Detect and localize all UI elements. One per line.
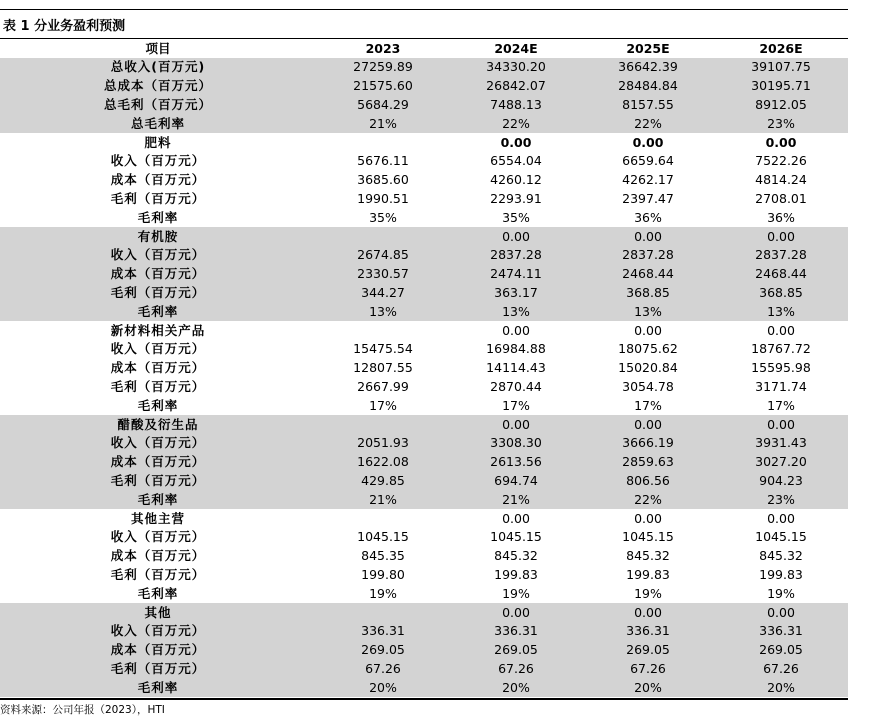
cell-value: 15595.98 [751,360,811,376]
cell-value: 199.80 [361,566,405,582]
table-row [0,472,848,491]
cell-value: 0.00 [502,510,530,526]
cell-value: 0.00 [767,510,795,526]
table-row [0,171,848,190]
row-label: 其他 [0,603,316,622]
source-note: 资料来源：公司年报（2023），HTI [0,704,165,716]
row-label: 成本（百万元） [0,641,316,660]
table-row [0,265,848,284]
cell-value: 1045.15 [490,529,542,545]
cell-value: 7522.26 [755,153,807,169]
forecast-table [0,39,848,697]
cell-value: 3171.74 [755,378,807,394]
row-label: 总收入(百万元) [0,58,316,77]
cell-value: 0.00 [450,603,582,622]
cell-value: 2330.57 [316,265,450,284]
row-label: 收入（百万元） [0,246,316,265]
table-row [0,396,848,415]
cell-value: 36% [634,209,662,225]
table-row [0,566,848,585]
cell-value: 0.00 [765,134,797,150]
table-row [0,190,848,209]
cell-value: 199.83 [494,566,538,582]
header-2025e: 2025E [626,40,670,56]
table-row [0,490,848,509]
cell-value: 19% [767,585,795,601]
cell-value: 67.26 [316,660,450,679]
cell-value: 2613.56 [450,453,582,472]
cell-value: 0.00 [714,603,848,622]
cell-value: 368.85 [582,284,714,303]
cell-value: 2051.93 [316,434,450,453]
cell-value: 199.83 [759,566,803,582]
cell-value: 21% [316,490,450,509]
table-row [0,77,848,96]
table-row [0,378,848,397]
row-label: 毛利（百万元） [0,660,316,679]
row-label: 毛利率 [137,209,179,225]
table-row [0,622,848,641]
cell-value: 0.00 [450,415,582,434]
cell-value: 23% [714,114,848,133]
cell-value: 26842.07 [450,77,582,96]
row-label: 收入（百万元） [110,529,206,545]
cell-value: 22% [582,114,714,133]
row-label: 成本（百万元） [0,453,316,472]
cell-value: 1045.15 [622,529,674,545]
cell-value: 694.74 [450,472,582,491]
cell-value: 3308.30 [450,434,582,453]
header-item: 项目 [145,40,171,56]
cell-value: 199.83 [626,566,670,582]
top-rule [0,9,848,10]
cell-value [316,227,450,246]
cell-value: 2293.91 [490,190,542,206]
cell-value: 0.00 [582,415,714,434]
row-label: 其他主营 [130,510,185,526]
row-label: 毛利（百万元） [110,190,206,206]
cell-value: 0.00 [632,134,664,150]
cell-value: 336.31 [316,622,450,641]
cell-value: 3666.19 [582,434,714,453]
table-row [0,603,848,622]
cell-value: 0.00 [634,322,662,338]
cell-value: 2837.28 [582,246,714,265]
cell-value: 22% [582,490,714,509]
cell-value: 1045.15 [357,529,409,545]
table-row [0,453,848,472]
cell-value: 20% [316,678,450,697]
cell-value: 5684.29 [316,96,450,115]
header-2024e: 2024E [494,40,538,56]
row-label: 毛利率 [0,678,316,697]
row-label: 毛利率 [137,585,179,601]
table-row [0,547,848,566]
cell-value: 15020.84 [618,360,678,376]
cell-value: 2468.44 [582,265,714,284]
table-row [0,434,848,453]
cell-value: 3931.43 [714,434,848,453]
cell-value: 15475.54 [353,341,413,357]
cell-value: 3054.78 [622,378,674,394]
table-row [0,133,848,152]
cell-value: 0.00 [450,227,582,246]
row-label: 毛利（百万元） [110,378,206,394]
row-label: 总毛利率 [0,114,316,133]
cell-value: 0.00 [714,227,848,246]
row-label: 成本（百万元） [110,360,206,376]
table-row [0,660,848,679]
cell-value: 0.00 [582,227,714,246]
cell-value: 36642.39 [582,58,714,77]
cell-value: 23% [714,490,848,509]
cell-value: 2837.28 [714,246,848,265]
row-label: 毛利率 [0,490,316,509]
cell-value: 344.27 [316,284,450,303]
cell-value: 0.00 [714,415,848,434]
cell-value: 17% [502,397,530,413]
cell-value: 5676.11 [357,153,409,169]
cell-value: 19% [634,585,662,601]
cell-value: 19% [502,585,530,601]
cell-value: 20% [450,678,582,697]
cell-value: 67.26 [582,660,714,679]
cell-value: 4814.24 [755,172,807,188]
row-label: 新材料相关产品 [110,322,206,338]
cell-value: 0.00 [502,322,530,338]
table-row [0,284,848,303]
cell-value [316,133,450,152]
cell-value: 30195.71 [714,77,848,96]
table-body [0,58,848,697]
cell-value: 0.00 [767,322,795,338]
cell-value: 1990.51 [357,190,409,206]
cell-value: 336.31 [582,622,714,641]
row-label: 成本（百万元） [110,172,206,188]
table-row [0,246,848,265]
cell-value: 845.35 [361,548,405,564]
cell-value: 12807.55 [353,360,413,376]
header-2026e: 2026E [759,40,803,56]
cell-value: 2708.01 [755,190,807,206]
cell-value: 20% [582,678,714,697]
cell-value: 27259.89 [316,58,450,77]
table-row [0,152,848,171]
row-label: 收入（百万元） [110,153,206,169]
table-row [0,528,848,547]
cell-value: 0.00 [500,134,532,150]
cell-value: 3027.20 [714,453,848,472]
row-label: 毛利率 [0,302,316,321]
cell-value: 35% [369,209,397,225]
cell-value: 1045.15 [755,529,807,545]
cell-value: 17% [369,397,397,413]
cell-value [316,603,450,622]
cell-value: 2859.63 [582,453,714,472]
cell-value: 3685.60 [357,172,409,188]
cell-value: 806.56 [582,472,714,491]
table-row [0,321,848,340]
cell-value: 4260.12 [490,172,542,188]
cell-value: 13% [316,302,450,321]
row-label: 毛利（百万元） [0,472,316,491]
cell-value: 34330.20 [450,58,582,77]
table-row [0,641,848,660]
cell-value: 17% [634,397,662,413]
header-2023: 2023 [365,40,401,56]
cell-value: 2667.99 [357,378,409,394]
row-label: 毛利（百万元） [0,284,316,303]
table-row [0,302,848,321]
cell-value: 2674.85 [316,246,450,265]
cell-value: 67.26 [714,660,848,679]
bottom-rule [0,698,848,700]
table-row [0,415,848,434]
cell-value: 845.32 [759,548,803,564]
cell-value: 368.85 [714,284,848,303]
cell-value: 17% [767,397,795,413]
cell-value [316,509,450,528]
cell-value: 21% [450,490,582,509]
cell-value: 904.23 [714,472,848,491]
table-row [0,96,848,115]
row-label: 肥料 [144,134,172,150]
cell-value: 845.32 [494,548,538,564]
table-row [0,359,848,378]
cell-value: 14114.43 [486,360,546,376]
cell-value: 429.85 [316,472,450,491]
cell-value: 336.31 [450,622,582,641]
cell-value: 0.00 [582,603,714,622]
row-label: 醋酸及衍生品 [0,415,316,434]
cell-value: 18075.62 [618,341,678,357]
cell-value: 21% [316,114,450,133]
row-label: 成本（百万元） [0,265,316,284]
cell-value: 20% [714,678,848,697]
cell-value: 2870.44 [490,378,542,394]
cell-value: 8157.55 [582,96,714,115]
cell-value: 19% [369,585,397,601]
table-row [0,58,848,77]
cell-value: 269.05 [582,641,714,660]
cell-value: 22% [450,114,582,133]
cell-value: 269.05 [714,641,848,660]
cell-value: 845.32 [626,548,670,564]
cell-value: 7488.13 [450,96,582,115]
row-label: 毛利率 [137,397,179,413]
row-label: 毛利（百万元） [110,566,206,582]
table-row [0,227,848,246]
cell-value: 6659.64 [622,153,674,169]
cell-value: 0.00 [634,510,662,526]
cell-value: 13% [450,302,582,321]
row-label: 收入（百万元） [0,622,316,641]
cell-value: 67.26 [450,660,582,679]
cell-value: 36% [767,209,795,225]
cell-value: 4262.17 [622,172,674,188]
cell-value: 269.05 [450,641,582,660]
cell-value: 16984.88 [486,341,546,357]
cell-value: 2474.11 [450,265,582,284]
cell-value: 6554.04 [490,153,542,169]
cell-value: 2397.47 [622,190,674,206]
table-row [0,340,848,359]
table-title: 表 1 分业务盈利预测 [3,19,126,34]
cell-value [316,415,450,434]
cell-value: 35% [502,209,530,225]
row-label: 收入（百万元） [0,434,316,453]
table-row [0,114,848,133]
row-label: 总成本（百万元） [0,77,316,96]
table-row [0,584,848,603]
cell-value: 13% [582,302,714,321]
cell-value: 269.05 [316,641,450,660]
cell-value: 1622.08 [316,453,450,472]
cell-value: 13% [714,302,848,321]
table-header-row [0,39,848,58]
cell-value: 21575.60 [316,77,450,96]
table-row [0,678,848,697]
table-row [0,509,848,528]
cell-value: 18767.72 [751,341,811,357]
cell-value: 39107.75 [714,58,848,77]
cell-value: 8912.05 [714,96,848,115]
cell-value: 336.31 [714,622,848,641]
cell-value: 2468.44 [714,265,848,284]
row-label: 有机胺 [0,227,316,246]
table-row [0,208,848,227]
row-label: 成本（百万元） [110,548,206,564]
cell-value [316,321,450,340]
row-label: 总毛利（百万元） [0,96,316,115]
cell-value: 2837.28 [450,246,582,265]
cell-value: 28484.84 [582,77,714,96]
row-label: 收入（百万元） [110,341,206,357]
cell-value: 363.17 [450,284,582,303]
